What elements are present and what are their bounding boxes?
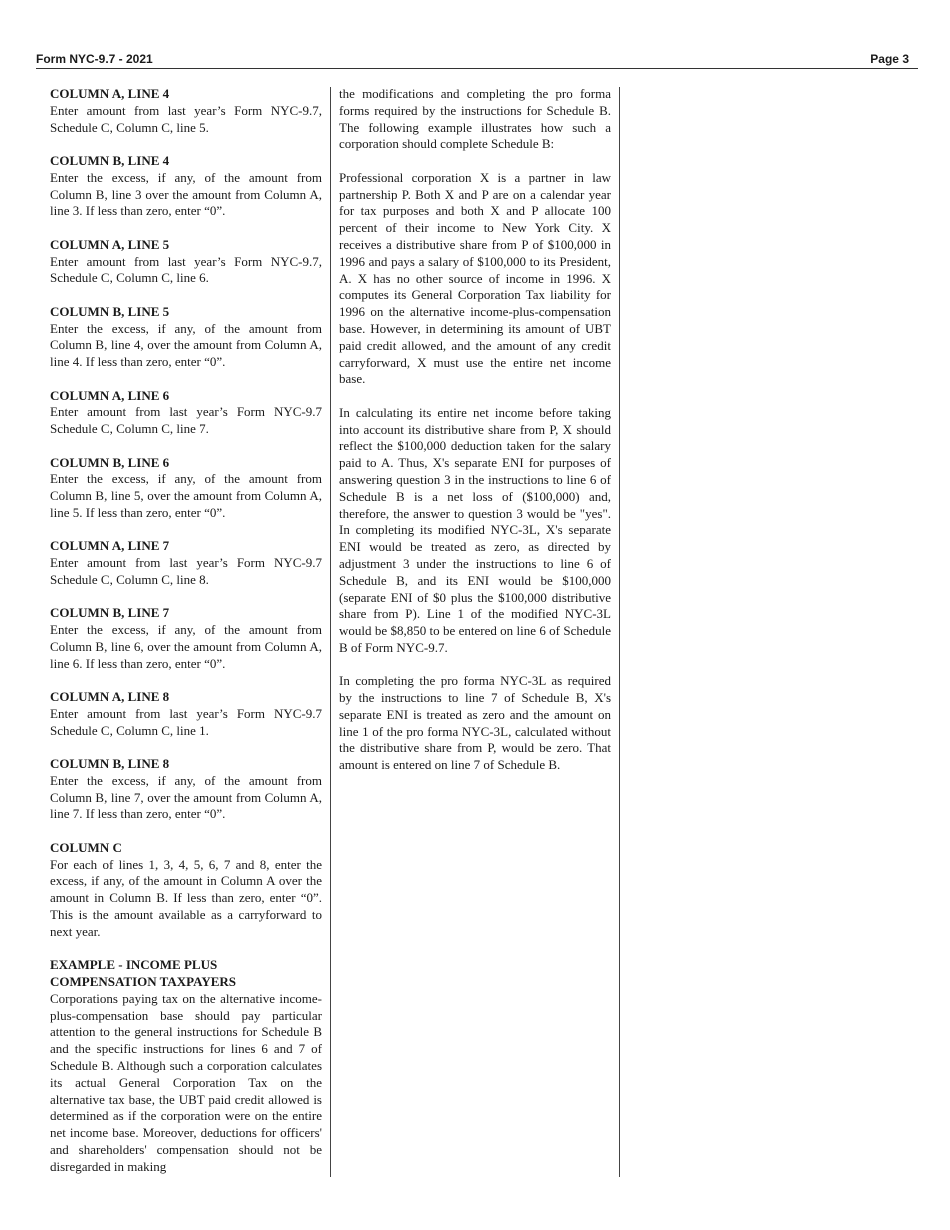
section-body: For each of lines 1, 3, 4, 5, 6, 7 and 8, enter the excess, if any, of the amount in Column A over the amount in Column B. If less than zero, enter “0”. This is the amount available as a carryforward to next year. — [50, 856, 322, 939]
section-heading: EXAMPLE - INCOME PLUS COMPENSATION TAXPAYERS — [50, 957, 236, 989]
paragraph: Professional corporation X is a partner in law partnership P. Both X and P are on a calendar year for tax purposes and both X and P allocate 100 percent of their income to New York City. X receives a distributive share from P of $100,000 in 1996 and pays a salary of $100,000 to its President, A. X has no other source of income in 1996. X computes its General Corporation Tax liability for 1996 on the alternative income-plus-compensation base. However, in determining its amount of UBT paid credit allowed, and the amount of any credit carryforward, X must use the entire net income base. — [339, 169, 611, 387]
section-heading: COLUMN A, LINE 7 — [50, 538, 170, 554]
instruction-section — [50, 756, 322, 823]
section-heading: COLUMN B, LINE 4 — [50, 152, 170, 168]
section-body: Enter amount from last year’s Form NYC-9.7, Schedule C, Column C, line 5. — [50, 102, 322, 135]
instruction-section — [50, 304, 322, 371]
right-column — [339, 86, 611, 791]
instruction-section — [50, 605, 322, 672]
column-divider-right — [619, 87, 620, 1177]
instruction-section — [50, 840, 322, 941]
section-heading: COLUMN A, LINE 8 — [50, 689, 170, 705]
instruction-section — [50, 153, 322, 220]
section-body: Enter amount from last year’s Form NYC-9.7, Schedule C, Column C, line 6. — [50, 253, 322, 286]
instruction-section — [50, 237, 322, 287]
section-body: Enter the excess, if any, of the amount from Column B, line 6, over the amount from Column A, line 6. If less than zero, enter “0”. — [50, 622, 322, 671]
section-body: Enter the excess, if any, of the amount from Column B, line 7, over the amount from Column A, line 7. If less than zero, enter “0”. — [50, 772, 322, 822]
column-divider-left — [330, 87, 331, 1177]
instruction-section — [50, 388, 322, 438]
instruction-section — [50, 689, 322, 739]
paragraph: In calculating its entire net income before taking into account its distributive share from P, X should reflect the $100,000 deduction taken for the salary paid to A. Thus, X's separate ENI for purposes of answering question 3 in the instructions to line 6 of Schedule B is a net loss of ($100,000) and, therefore, the answer to question 3 would be "yes". In completing its modified NYC-3L, X's separate ENI would be treated as zero, as directed by adjustment 3 under the instructions to line 6 of Schedule B, and its ENI would be $100,000 (separate ENI of $0 plus the $100,000 distributive share from P). Line 1 of the modified NYC-3L would be $8,850 to be entered on line 6 of Schedule B of Form NYC-9.7. — [339, 404, 611, 655]
section-body: Corporations paying tax on the alternative income-plus-compensation base should pay particular attention to the general instructions for Schedule B and the specific instructions for lines 6 and 7 of Schedule B. Although such a corporation calculates its actual General Corporation Tax on the alternative tax base, the UBT paid credit allowed is determined as if the corporation were on the entire net income base. Moreover, deductions for officers' and shareholders' compensation should not be disregarded in making — [50, 990, 322, 1174]
section-heading: COLUMN A, LINE 5 — [50, 236, 170, 252]
instruction-section — [50, 86, 322, 136]
section-body: Enter amount from last year’s Form NYC-9.7 Schedule C, Column C, line 1. — [50, 705, 322, 738]
instruction-section — [50, 455, 322, 522]
form-title: Form NYC-9.7 - 2021 — [36, 52, 153, 66]
section-heading: COLUMN B, LINE 8 — [50, 756, 170, 772]
section-body: Enter the excess, if any, of the amount from Column B, line 4, over the amount from Column A, line 4. If less than zero, enter “0”. — [50, 320, 322, 370]
instruction-section — [50, 538, 322, 588]
page-number: Page 3 — [870, 52, 909, 66]
example-section — [50, 957, 322, 1175]
section-body: Enter amount from last year’s Form NYC-9.7 Schedule C, Column C, line 7. — [50, 404, 322, 437]
section-heading: COLUMN A, LINE 6 — [50, 387, 170, 403]
paragraph: the modifications and completing the pro forma forms required by the instructions for Schedule B. The following example illustrates how such a corporation should complete Schedule B: — [339, 86, 611, 152]
section-heading: COLUMN B, LINE 6 — [50, 454, 170, 470]
section-heading: COLUMN B, LINE 7 — [50, 605, 170, 621]
left-column — [50, 86, 322, 1192]
section-body: Enter amount from last year’s Form NYC-9.7 Schedule C, Column C, line 8. — [50, 555, 322, 587]
section-body: Enter the excess, if any, of the amount from Column B, line 3 over the amount from Column A, line 3. If less than zero, enter “0”. — [50, 169, 322, 219]
section-heading: COLUMN B, LINE 5 — [50, 303, 170, 319]
section-heading: COLUMN C — [50, 839, 122, 855]
section-heading: COLUMN A, LINE 4 — [50, 86, 170, 101]
section-body: Enter the excess, if any, of the amount from Column B, line 5, over the amount from Column A, line 5. If less than zero, enter “0”. — [50, 471, 322, 520]
paragraph: In completing the pro forma NYC-3L as required by the instructions to line 7 of Schedule B, X's separate ENI is treated as zero and the amount on line 1 of the pro forma NYC-3L, calculated without the distributive share from P, would be zero. That amount is entered on line 7 of Schedule B. — [339, 673, 611, 773]
page-header — [36, 51, 918, 69]
